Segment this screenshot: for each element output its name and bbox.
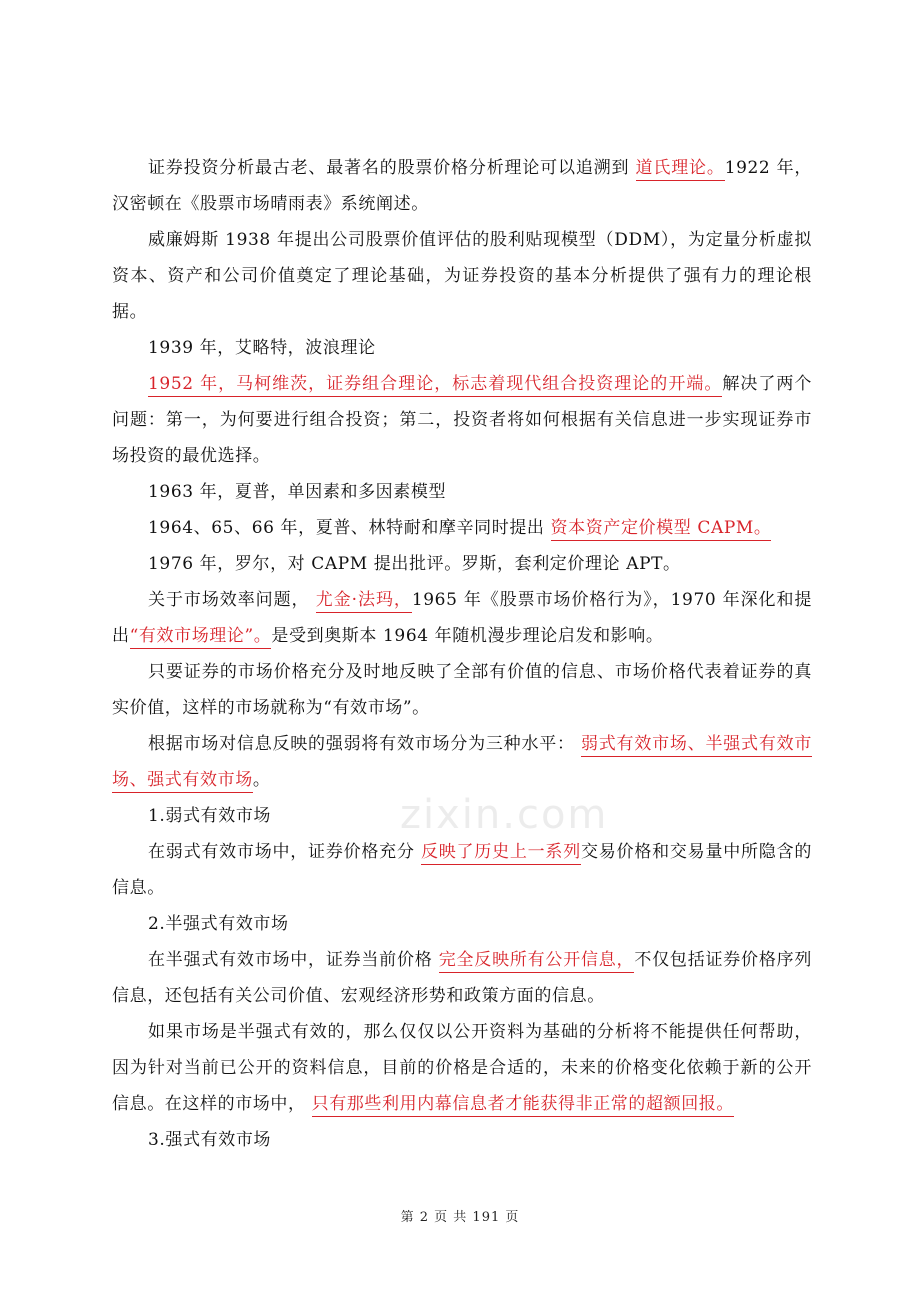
paragraph (112, 582, 812, 654)
paragraph-text: 威廉姆斯 1938 年提出公司股票价值评估的股利贴现模型（DDM），为定量分析虚拟资本、资产和公司价值奠定了理论基础，为证券投资的基本分析提供了强有力的理论根据。 (112, 230, 812, 322)
paragraph (112, 474, 812, 510)
highlighted-text: 完全反映所有公开信息， (439, 950, 635, 973)
paragraph-text: 如果市场是半强式有效的，那么仅仅以公开资料为基础的分析将不能提供任何帮助，因为针对当前已公开的资料信息，目前的价格是合适的，未来的价格变化依赖于新的公开信息。在这样的市场中， (112, 1022, 812, 1114)
paragraph-text: 1976 年，罗尔，对 CAPM 提出批评。罗斯，套利定价理论 APT。 (148, 554, 681, 574)
highlighted-text: 尤金·法玛， (316, 590, 412, 613)
paragraph-text: 2.半强式有效市场 (148, 914, 289, 934)
paragraph (112, 906, 812, 942)
highlighted-text: 1952 年，马柯维茨，证券组合理论，标志着现代组合投资理论的开端。 (148, 374, 722, 397)
paragraph (112, 726, 812, 798)
highlighted-text: 道氏理论。 (636, 158, 725, 181)
paragraph (112, 942, 812, 1014)
paragraph (112, 1014, 812, 1122)
paragraph-text: 。 (252, 770, 271, 790)
page-footer: 第 2 页 共 191 页 (400, 1210, 520, 1225)
paragraph (112, 654, 812, 726)
paragraph (112, 546, 812, 582)
paragraph (112, 1122, 812, 1158)
watermark: zixin.com (400, 792, 609, 838)
highlighted-text: 反映了历史上一系列 (421, 842, 581, 865)
paragraph (112, 222, 812, 330)
paragraph-text: 是受到奥斯本 1964 年随机漫步理论启发和影响。 (271, 626, 664, 646)
paragraph (112, 150, 812, 222)
paragraph-text: 不仅包括证券价格序列信息，还包括有关公司价值、宏观经济形势和政策方面的信息。 (112, 950, 812, 1006)
paragraph-text: 证券投资分析最古老、最著名的股票价格分析理论可以追溯到 (148, 158, 636, 178)
paragraph-text: 1964、65、66 年，夏普、林特耐和摩辛同时提出 (148, 518, 551, 538)
highlighted-text: 弱式有效市场、半强式有效市场、强式有效市场 (112, 734, 812, 793)
highlighted-text: 只有那些利用内幕信息者才能获得非正常的超额回报。 (312, 1094, 734, 1117)
highlighted-text: “有效市场理论”。 (130, 626, 272, 649)
paragraph-text: 根据市场对信息反映的强弱将有效市场分为三种水平： (148, 734, 581, 754)
paragraph-text: 1963 年，夏普，单因素和多因素模型 (148, 482, 447, 502)
paragraph-text: 1939 年，艾略特，波浪理论 (148, 338, 376, 358)
document-body (112, 150, 812, 1158)
paragraph-text: 1965 年《股票市场价格行为》，1970 年深化和提出 (112, 590, 812, 646)
paragraph (112, 834, 812, 906)
paragraph-text: 交易价格和交易量中所隐含的信息。 (112, 842, 812, 898)
paragraph-text: 关于市场效率问题， (148, 590, 316, 610)
paragraph-text: 解决了两个问题：第一，为何要进行组合投资；第二，投资者将如何根据有关信息进一步实现证券市场投资的最优选择。 (112, 374, 812, 466)
paragraph (112, 510, 812, 546)
paragraph (112, 330, 812, 366)
paragraph-text: 3.强式有效市场 (148, 1130, 272, 1150)
paragraph-text: 在弱式有效市场中，证券价格充分 (148, 842, 421, 862)
paragraph-text: 在半强式有效市场中，证券当前价格 (148, 950, 439, 970)
paragraph-text: 只要证券的市场价格充分及时地反映了全部有价值的信息、市场价格代表着证券的真实价值，这样的市场就称为“有效市场”。 (112, 662, 812, 718)
paragraph (112, 366, 812, 474)
paragraph-text: 1922 年，汉密顿在《股票市场晴雨表》系统阐述。 (112, 158, 813, 214)
highlighted-text: 资本资产定价模型 CAPM。 (551, 518, 772, 541)
paragraph-text: 1.弱式有效市场 (148, 806, 272, 826)
